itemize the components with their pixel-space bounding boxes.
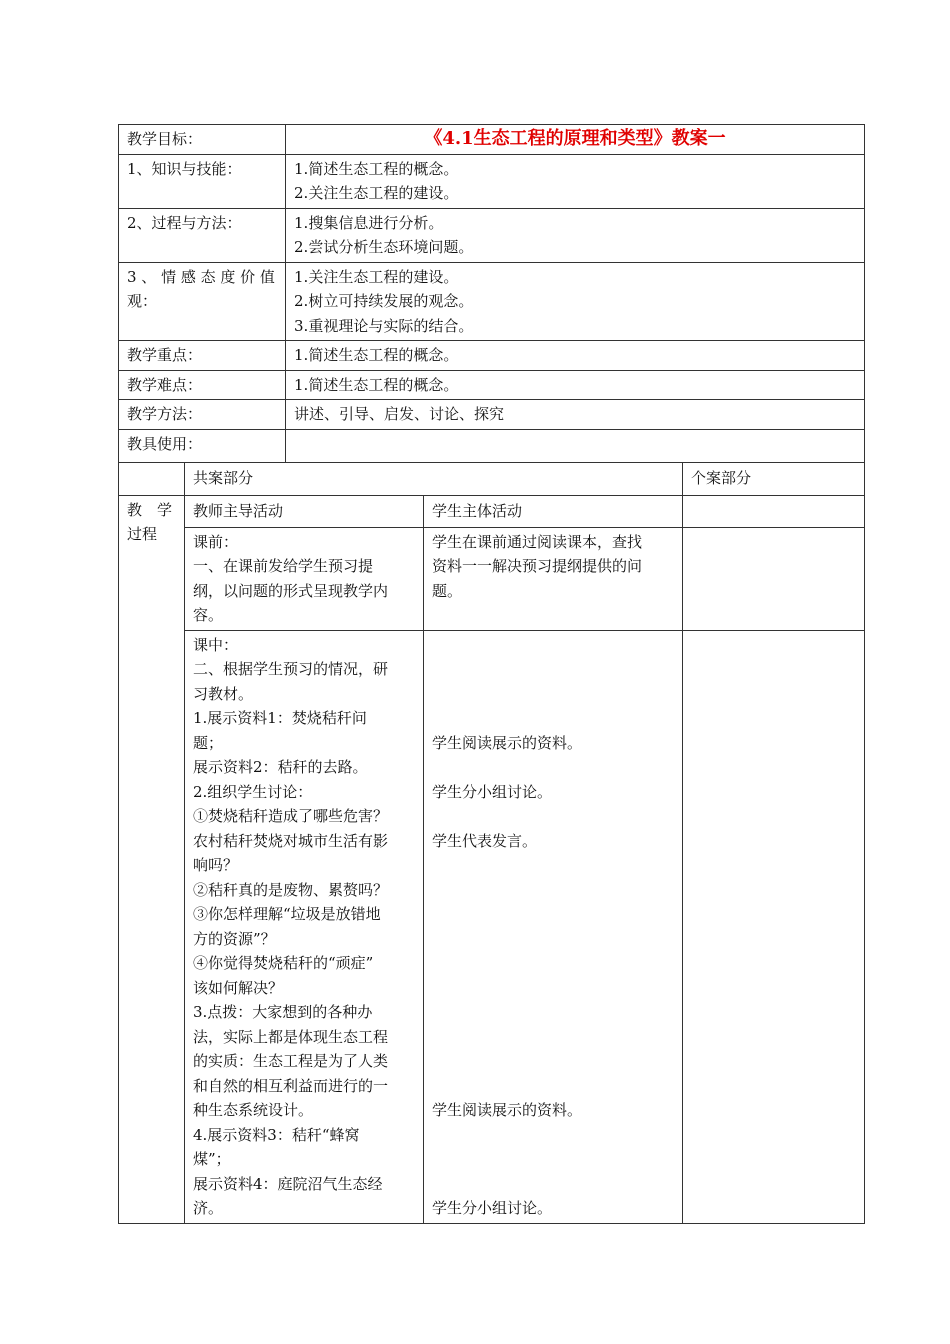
- text-line: 课中：: [193, 635, 239, 654]
- before-class-teacher: [185, 527, 424, 630]
- key-point-value: 1.简述生态工程的概念。: [286, 341, 865, 371]
- text-line: 展示资料4：庭院沼气生态经: [193, 1174, 383, 1193]
- difficulty-row: [119, 370, 865, 400]
- text-line: ②秸秆真的是废物、累赘吗？: [193, 880, 389, 899]
- tools-label: 教具使用：: [119, 429, 286, 462]
- text-line: [432, 902, 674, 927]
- attitude-label-line: 3 、 情 感 态 度 价 值: [127, 267, 275, 286]
- text-line: [432, 1074, 674, 1099]
- text-line: [432, 633, 674, 658]
- text-line: 响吗？: [193, 856, 239, 874]
- text-line: [432, 706, 674, 731]
- text-line: 农村秸秆焚烧对城市生活有影: [193, 831, 389, 850]
- key-point-label: 教学重点：: [119, 341, 286, 371]
- text-line: 济。: [193, 1199, 224, 1217]
- activity-header-row: [119, 495, 865, 527]
- text-line: [432, 1147, 674, 1172]
- text-line: [432, 755, 674, 780]
- text-line: 一、在课前发给学生预习提: [193, 557, 374, 575]
- attitude-items: [286, 262, 865, 341]
- text-line: [432, 1025, 674, 1050]
- text-line: 纲，以问题的形式呈现教学内: [193, 581, 389, 600]
- attitude-label-line: 观：: [127, 292, 158, 310]
- text-line: 种生态系统设计。: [193, 1101, 314, 1119]
- text-line: ④你觉得焚烧秸秆的“顽症”: [193, 954, 374, 972]
- text-line: [432, 657, 674, 682]
- text-line: 方的资源”？: [193, 929, 276, 948]
- text-line: 学生阅读展示的资料。: [432, 733, 583, 752]
- text-line: [432, 1172, 674, 1197]
- text-line: 二、根据学生预习的情况，研: [193, 660, 389, 678]
- method-value: 讲述、引导、启发、讨论、探究: [286, 400, 865, 430]
- in-class-teacher: [185, 630, 424, 1223]
- text-line: 1.展示资料1：焚烧秸秆问: [193, 709, 367, 727]
- before-class-row: [119, 527, 865, 630]
- text-line: ③你怎样理解“垃圾是放错地: [193, 905, 381, 923]
- tools-row: [119, 429, 865, 462]
- process-method-items: [286, 208, 865, 262]
- text-line: 的实质：生态工程是为了人类: [193, 1052, 389, 1070]
- text-line: 课前：: [193, 532, 239, 551]
- objectives-header-label: 教学目标：: [127, 130, 203, 148]
- text-line: 学生阅读展示的资料。: [432, 1101, 583, 1119]
- text-line: [432, 1049, 674, 1074]
- empty-cell: [119, 462, 185, 495]
- text-line: [432, 927, 674, 952]
- difficulty-label: 教学难点：: [119, 370, 286, 400]
- text-line: 煤”；: [193, 1150, 231, 1168]
- text-line: 展示资料2：秸秆的去路。: [193, 758, 368, 776]
- process-method-item: 2.尝试分析生态环境问题。: [294, 238, 474, 256]
- text-line: 该如何解决？: [193, 978, 284, 997]
- knowledge-label: 1、知识与技能：: [119, 154, 286, 208]
- text-line: 学生分小组讨论。: [432, 782, 553, 801]
- key-point-row: [119, 341, 865, 371]
- text-line: 题；: [193, 733, 224, 752]
- shared-section-label: 共案部分: [185, 462, 683, 495]
- lesson-plan-table: [118, 124, 865, 1224]
- in-class-row: [119, 630, 865, 1223]
- difficulty-value: 1.简述生态工程的概念。: [286, 370, 865, 400]
- text-line: [432, 878, 674, 903]
- text-line: [432, 951, 674, 976]
- student-activity-header: 学生主体活动: [424, 495, 683, 527]
- section-header-row: [119, 462, 865, 495]
- process-label-line: 过程: [127, 525, 158, 543]
- knowledge-items: [286, 154, 865, 208]
- method-row: [119, 400, 865, 430]
- text-line: [432, 682, 674, 707]
- text-line: 学生在课前通过阅读课本，查找: [432, 532, 643, 551]
- text-line: 4.展示资料3：秸秆“蜂窝: [193, 1125, 360, 1144]
- knowledge-item: 2.关注生态工程的建设。: [294, 184, 459, 202]
- method-label: 教学方法：: [119, 400, 286, 430]
- objectives-header-cell: [119, 125, 286, 155]
- personal-empty-cell: [683, 495, 865, 527]
- process-method-item: 1.搜集信息进行分析。: [294, 213, 444, 232]
- attitude-item: 3.重视理论与实际的结合。: [294, 316, 474, 335]
- personal-section-label: 个案部分: [683, 462, 865, 495]
- process-method-label: 2、过程与方法：: [119, 208, 286, 262]
- text-line: 法，实际上都是体现生态工程: [193, 1027, 389, 1046]
- text-line: [432, 1123, 674, 1148]
- tools-value: [286, 429, 865, 462]
- text-line: [432, 976, 674, 1001]
- attitude-label: [119, 262, 286, 341]
- text-line: 题。: [432, 581, 463, 600]
- document-title: 《4.1生态工程的原理和类型》教案一: [286, 125, 865, 155]
- teacher-activity-header: 教师主导活动: [185, 495, 424, 527]
- process-label: [119, 495, 185, 1223]
- process-label-line: 教 学: [127, 500, 173, 519]
- text-line: 2.组织学生讨论：: [193, 782, 313, 801]
- text-line: 学生代表发言。: [432, 831, 538, 850]
- personal-empty-cell: [683, 630, 865, 1223]
- attitude-row: [119, 262, 865, 341]
- text-line: 3.点拨：大家想到的各种办: [193, 1003, 373, 1021]
- before-class-student: [424, 527, 683, 630]
- text-line: 学生分小组讨论。: [432, 1199, 553, 1217]
- personal-empty-cell: [683, 527, 865, 630]
- title-row: [119, 125, 865, 155]
- knowledge-row: [119, 154, 865, 208]
- in-class-student: [424, 630, 683, 1223]
- text-line: [432, 804, 674, 829]
- text-line: 资料一一解决预习提纲提供的问: [432, 557, 643, 575]
- text-line: 容。: [193, 606, 224, 624]
- process-method-row: [119, 208, 865, 262]
- text-line: [432, 853, 674, 878]
- attitude-item: 2.树立可持续发展的观念。: [294, 292, 474, 310]
- text-line: 和自然的相互利益而进行的一: [193, 1076, 389, 1095]
- text-line: 习教材。: [193, 684, 254, 703]
- text-line: ①焚烧秸秆造成了哪些危害？: [193, 807, 389, 825]
- attitude-item: 1.关注生态工程的建设。: [294, 267, 459, 286]
- text-line: [432, 1000, 674, 1025]
- knowledge-item: 1.简述生态工程的概念。: [294, 159, 459, 178]
